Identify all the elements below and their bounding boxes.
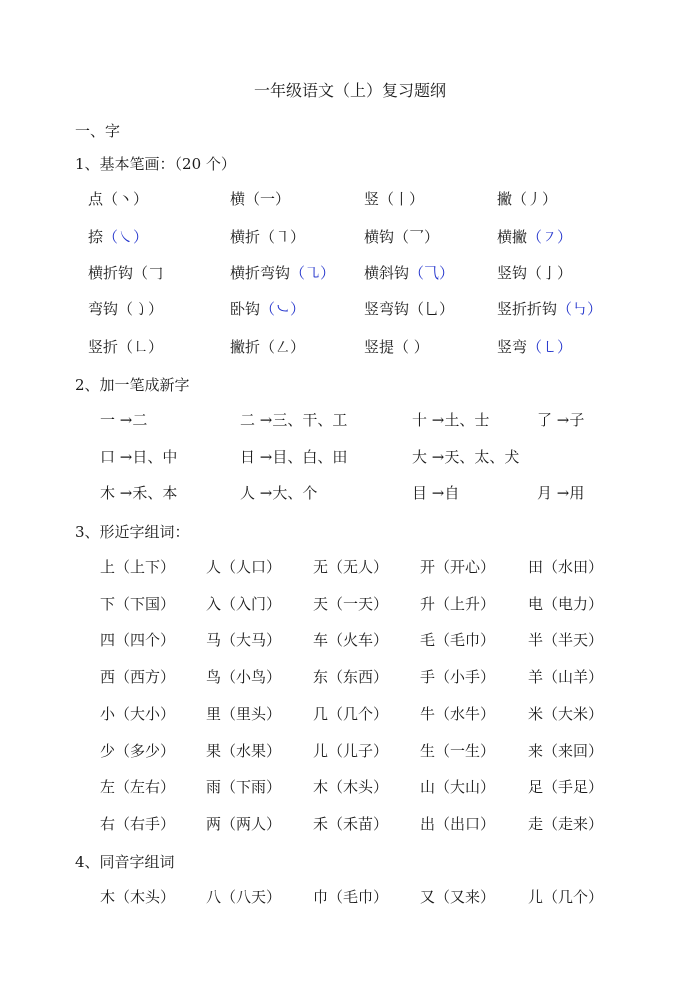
stroke-symbol: （㇄） (527, 338, 573, 356)
add-stroke-item: 木 →禾、本 (100, 484, 178, 502)
page-title: 一年级语文（上）复习题纲 (253, 81, 446, 100)
stroke-name: 横钩 (364, 228, 395, 246)
stroke-name: 竖 (364, 190, 380, 208)
stroke-name: 竖折折钩 (497, 300, 558, 318)
stroke-name: 横折 (230, 228, 261, 246)
homophone-item: 八（八天） (206, 888, 282, 906)
word-item: 两（两人） (206, 815, 282, 833)
word-item: 人（人口） (206, 558, 282, 576)
word-item: 车（火车） (313, 631, 389, 649)
stroke-name: 竖弯 (497, 338, 528, 356)
add-stroke-item: 十 →土、士 (412, 411, 490, 429)
homophone-item: 又（又来） (420, 888, 496, 906)
homophone-item: 巾（毛巾） (313, 888, 389, 906)
word-item: 生（一生） (420, 742, 496, 760)
word-item: 开（开心） (420, 558, 496, 576)
word-item: 羊（山羊） (528, 668, 604, 686)
stroke-name: 撇 (497, 190, 513, 208)
word-item: 东（东西） (313, 668, 389, 686)
stroke-symbol: （亅） (527, 264, 573, 282)
stroke-symbol: （⺄） (409, 264, 455, 282)
word-item: 无（无人） (313, 558, 389, 576)
add-stroke-item: 目 →自 (412, 484, 460, 502)
stroke-name: 横斜钩 (364, 264, 410, 282)
word-item: 小（大小） (100, 705, 176, 723)
word-item: 上（上下） (100, 558, 176, 576)
stroke-item (497, 336, 572, 357)
stroke-name: 横折钩 (88, 264, 134, 282)
word-item: 走（走来） (528, 815, 604, 833)
word-item: 右（右手） (100, 815, 176, 833)
stroke-symbol: （㇇） (527, 228, 573, 246)
stroke-item (497, 188, 557, 209)
word-item: 足（手足） (528, 778, 604, 796)
add-stroke-item: 口 →日、中 (100, 448, 178, 466)
word-item: 毛（毛巾） (420, 631, 496, 649)
add-stroke-item: 大 →天、太、犬 (412, 448, 520, 466)
add-stroke-item: 二 →三、干、工 (240, 411, 348, 429)
word-item: 里（里头） (206, 705, 282, 723)
stroke-symbol: （丶） (103, 190, 149, 208)
word-item: 下（下国） (100, 595, 176, 613)
word-item: 升（上升） (420, 595, 496, 613)
add-stroke-item: 了 →子 (537, 411, 585, 429)
stroke-item (88, 226, 148, 247)
stroke-item (364, 298, 454, 319)
word-item: 来（来回） (528, 742, 604, 760)
add-stroke-item: 月 →用 (537, 484, 585, 502)
word-item: 四（四个） (100, 631, 176, 649)
stroke-item (88, 188, 148, 209)
stroke-item (230, 226, 305, 247)
stroke-name: 竖钩 (497, 264, 528, 282)
heading-add-stroke: 2、加一笔成新字 (75, 376, 190, 394)
stroke-item (364, 188, 424, 209)
word-item: 山（大山） (420, 778, 496, 796)
stroke-item (497, 226, 572, 247)
add-stroke-item: 一 →二 (100, 411, 148, 429)
word-item: 出（出口） (420, 815, 496, 833)
stroke-item (364, 262, 454, 283)
stroke-symbol: （㇁） (118, 300, 164, 318)
stroke-name: 卧钩 (230, 300, 261, 318)
stroke-symbol: （㇜） (260, 338, 306, 356)
stroke-symbol: （㇗） (118, 338, 164, 356)
stroke-name: 横折弯钩 (230, 264, 291, 282)
word-item: 几（几个） (313, 705, 389, 723)
word-item: 左（左右） (100, 778, 176, 796)
stroke-name: 横 (230, 190, 246, 208)
stroke-item (230, 298, 305, 319)
stroke-symbol: （𠃌 (133, 264, 164, 282)
stroke-symbol: （ ） (394, 338, 429, 356)
word-item: 手（小手） (420, 668, 496, 686)
stroke-name: 竖提 (364, 338, 395, 356)
stroke-item (230, 336, 305, 357)
stroke-item (88, 336, 163, 357)
stroke-symbol: （㇈） (290, 264, 336, 282)
word-item: 马（大马） (206, 631, 282, 649)
word-item: 少（多少） (100, 742, 176, 760)
stroke-item (88, 298, 163, 319)
word-item: 天（一天） (313, 595, 389, 613)
heading-homophones: 4、同音字组词 (75, 853, 175, 871)
stroke-name: 弯钩 (88, 300, 119, 318)
stroke-name: 捺 (88, 228, 104, 246)
stroke-symbol: （丨） (379, 190, 425, 208)
word-item: 儿（儿子） (313, 742, 389, 760)
stroke-name: 竖弯钩 (364, 300, 410, 318)
heading-basic-strokes: 1、基本笔画：（20 个） (75, 155, 236, 173)
word-item: 田（水田） (528, 558, 604, 576)
stroke-item (364, 336, 429, 357)
heading-similar-characters: 3、形近字组词： (75, 523, 190, 541)
stroke-symbol: （乚） (409, 300, 455, 318)
homophone-item: 儿（几个） (528, 888, 604, 906)
word-item: 禾（禾苗） (313, 815, 389, 833)
stroke-item (364, 226, 439, 247)
stroke-symbol: （一） (245, 190, 291, 208)
add-stroke-item: 人 →大、个 (240, 484, 318, 502)
stroke-name: 点 (88, 190, 104, 208)
word-item: 米（大米） (528, 705, 604, 723)
stroke-symbol: （丿） (512, 190, 558, 208)
word-item: 木（木头） (313, 778, 389, 796)
word-item: 果（水果） (206, 742, 282, 760)
word-item: 牛（水牛） (420, 705, 496, 723)
stroke-symbol: （㇉） (557, 300, 603, 318)
stroke-name: 横撇 (497, 228, 528, 246)
word-item: 鸟（小鸟） (206, 668, 282, 686)
stroke-item (230, 188, 290, 209)
homophone-item: 木（木头） (100, 888, 176, 906)
stroke-item (497, 262, 572, 283)
stroke-item (230, 262, 335, 283)
word-item: 电（电力） (528, 595, 604, 613)
word-item: 西（西方） (100, 668, 176, 686)
stroke-name: 竖折 (88, 338, 119, 356)
stroke-symbol: （㇃） (260, 300, 306, 318)
stroke-symbol: （㇏） (103, 228, 149, 246)
stroke-item (88, 262, 163, 283)
section-heading-characters: 一、字 (75, 122, 121, 140)
stroke-symbol: （㇕） (260, 228, 306, 246)
word-item: 半（半天） (528, 631, 604, 649)
word-item: 雨（下雨） (206, 778, 282, 796)
word-item: 入（入门） (206, 595, 282, 613)
add-stroke-item: 日 →目、白、田 (240, 448, 348, 466)
stroke-symbol: （乛） (394, 228, 440, 246)
stroke-name: 撇折 (230, 338, 261, 356)
stroke-item (497, 298, 602, 319)
